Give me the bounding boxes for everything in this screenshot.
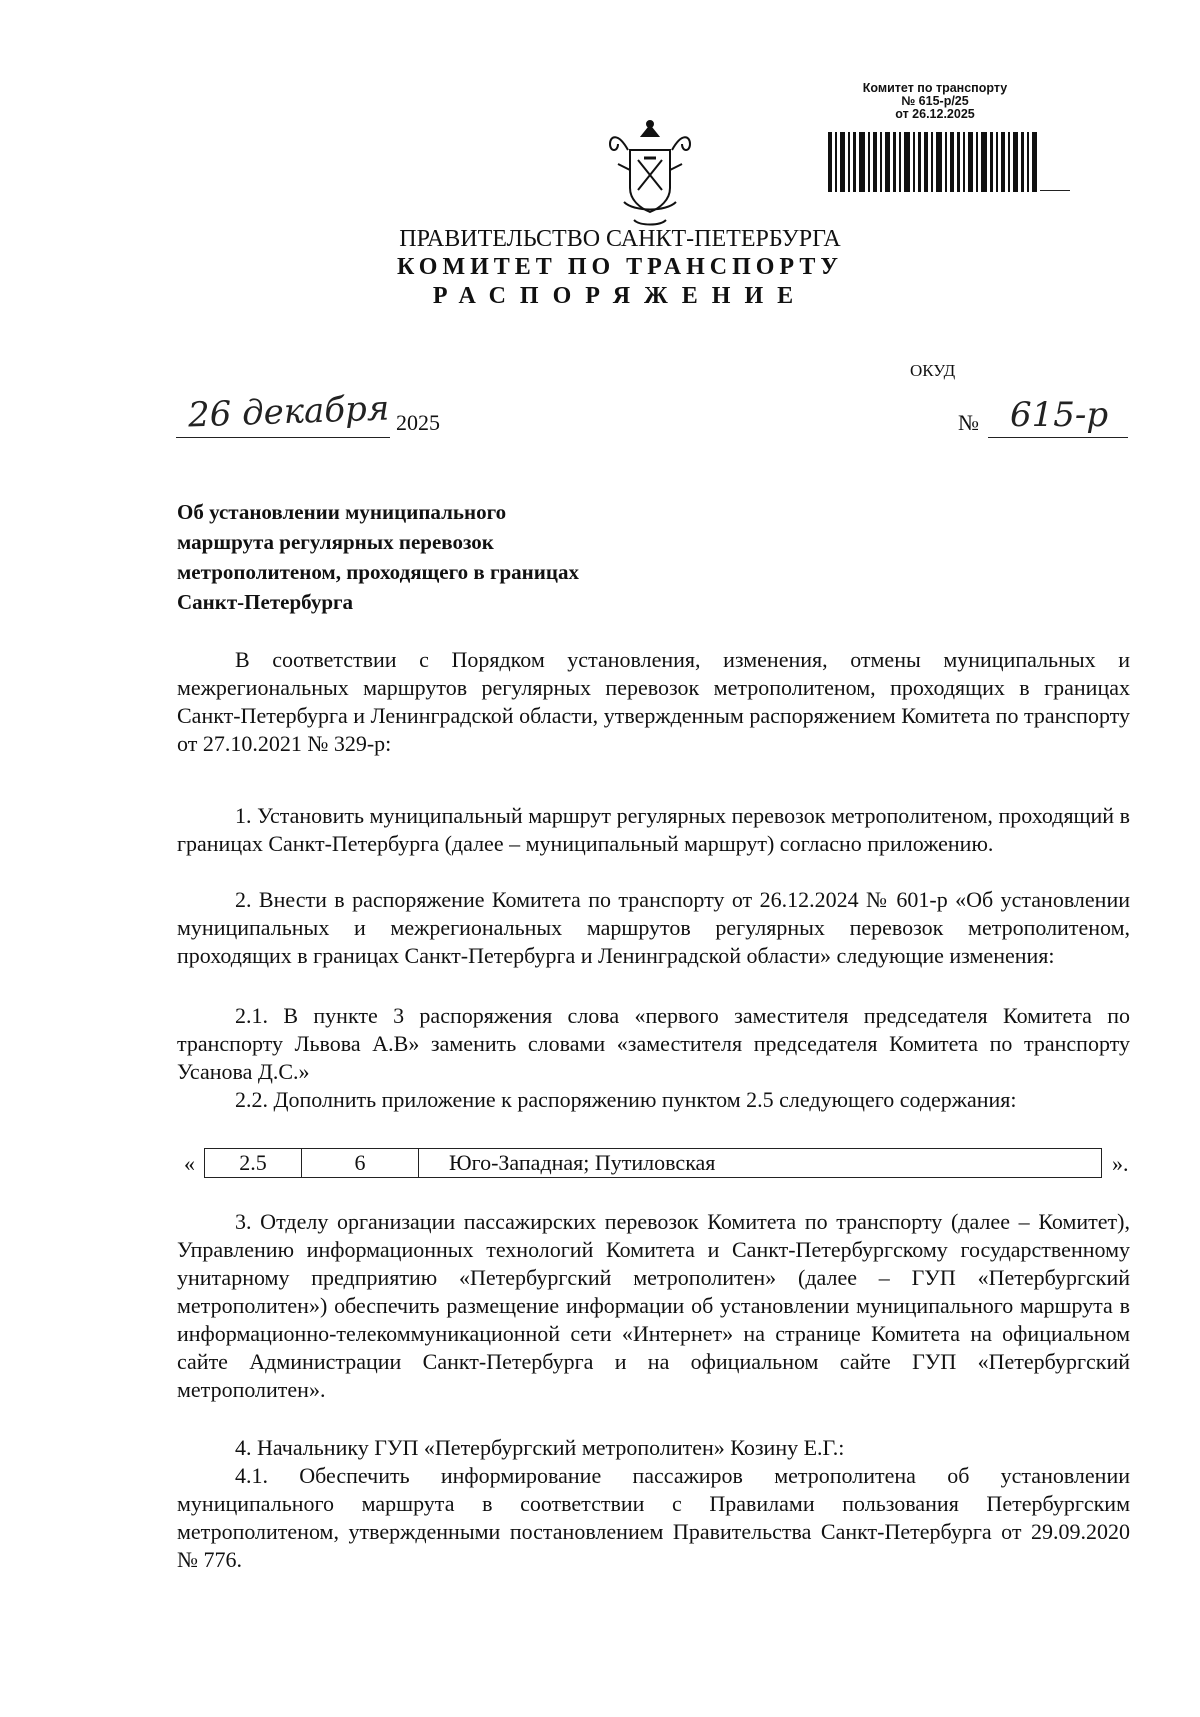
clause-4: 4. Начальнику ГУП «Петербургский метрополитен» Козину Е.Г.: — [235, 1435, 845, 1460]
document-title: Об установлении муниципального маршрута регулярных перевозок метрополитеном, проходящего в границах Санкт-Петербурга — [177, 500, 579, 614]
clause-2: 2. Внести в распоряжение Комитета по транспорту от 26.12.2024 № 601-р «Об установлении муниципальных и межрегиональных маршрутов регулярных перевозок метрополитеном, проходящих в границах Санкт-Петербурга и Ленинградской области» следующие изменения: — [177, 887, 1130, 968]
table-open-quote: « — [184, 1151, 195, 1176]
barcode-underline — [1040, 190, 1070, 191]
clause-4-1: 4.1. Обеспечить информирование пассажиров метрополитена об установлении муниципального маршрута в соответствии с Правилами пользования Петербургским метрополитеном, утвержденными постановлением Правительства Санкт-Петербурга от 29.09.2020 № 776. — [177, 1463, 1130, 1572]
stamp-line-3: от 26.12.2025 — [895, 107, 975, 121]
committee-name: КОМИТЕТ ПО ТРАНСПОРТУ — [397, 254, 843, 280]
stamp-line-2: № 615-р/25 — [901, 94, 969, 108]
government-name: ПРАВИТЕЛЬСТВО САНКТ-ПЕТЕРБУРГА — [399, 226, 841, 252]
clause-2-2: 2.2. Дополнить приложение к распоряжению пунктом 2.5 следующего содержания: — [235, 1087, 1017, 1112]
handwritten-date: 26 декабря — [187, 388, 390, 436]
route-table-row — [204, 1148, 1102, 1178]
route-item-number: 2.5 — [205, 1149, 302, 1177]
number-sign: № — [958, 410, 979, 435]
barcode-image — [828, 132, 1038, 192]
route-stations: Юго-Западная; Путиловская — [449, 1150, 716, 1175]
document-type: РАСПОРЯЖЕНИЕ — [432, 283, 808, 309]
date-underline — [176, 437, 390, 438]
registration-stamp — [820, 82, 1050, 121]
table-close-quote: ». — [1112, 1151, 1129, 1176]
preamble-paragraph: В соответствии с Порядком установления, изменения, отмены муниципальных и межрегиональных маршрутов регулярных перевозок метрополитеном, проходящих в границах Санкт-Петербурга и Ленинградской области, утвержденным распоряжением Комитета по транспорту от 27.10.2021 № 329-р: — [177, 647, 1130, 756]
coat-of-arms-icon — [600, 120, 700, 230]
route-number: 6 — [302, 1149, 419, 1177]
okud-label: ОКУД — [910, 361, 956, 380]
number-underline — [988, 437, 1128, 438]
stamp-line-1: Комитет по транспорту — [862, 81, 1008, 95]
clause-2-1: 2.1. В пункте 3 распоряжения слова «первого заместителя председателя Комитета по транспорту Львова А.В» заменить словами «заместителя председателя Комитета по транспорту Усанова Д.С.» — [177, 1003, 1130, 1084]
date-year: 2025 — [396, 410, 440, 435]
handwritten-number: 615-р — [1010, 395, 1109, 435]
clause-1: 1. Установить муниципальный маршрут регулярных перевозок метрополитеном, проходящий в границах Санкт-Петербурга (далее – муниципальный маршрут) согласно приложению. — [177, 803, 1130, 856]
clause-3: 3. Отделу организации пассажирских перевозок Комитета по транспорту (далее – Комитет), Управлению информационных технологий Комитета и Санкт-Петербургскому государственному унитарному предприятию «Петербургский метрополитен» (далее – ГУП «Петербургский метрополитен») обеспечить размещение информации об установлении муниципального маршрута в информационно-телекоммуникационной сети «Интернет» на странице Комитета на официальном сайте Администрации Санкт-Петербурга и на официальном сайте ГУП «Петербургский метрополитен». — [177, 1209, 1130, 1402]
